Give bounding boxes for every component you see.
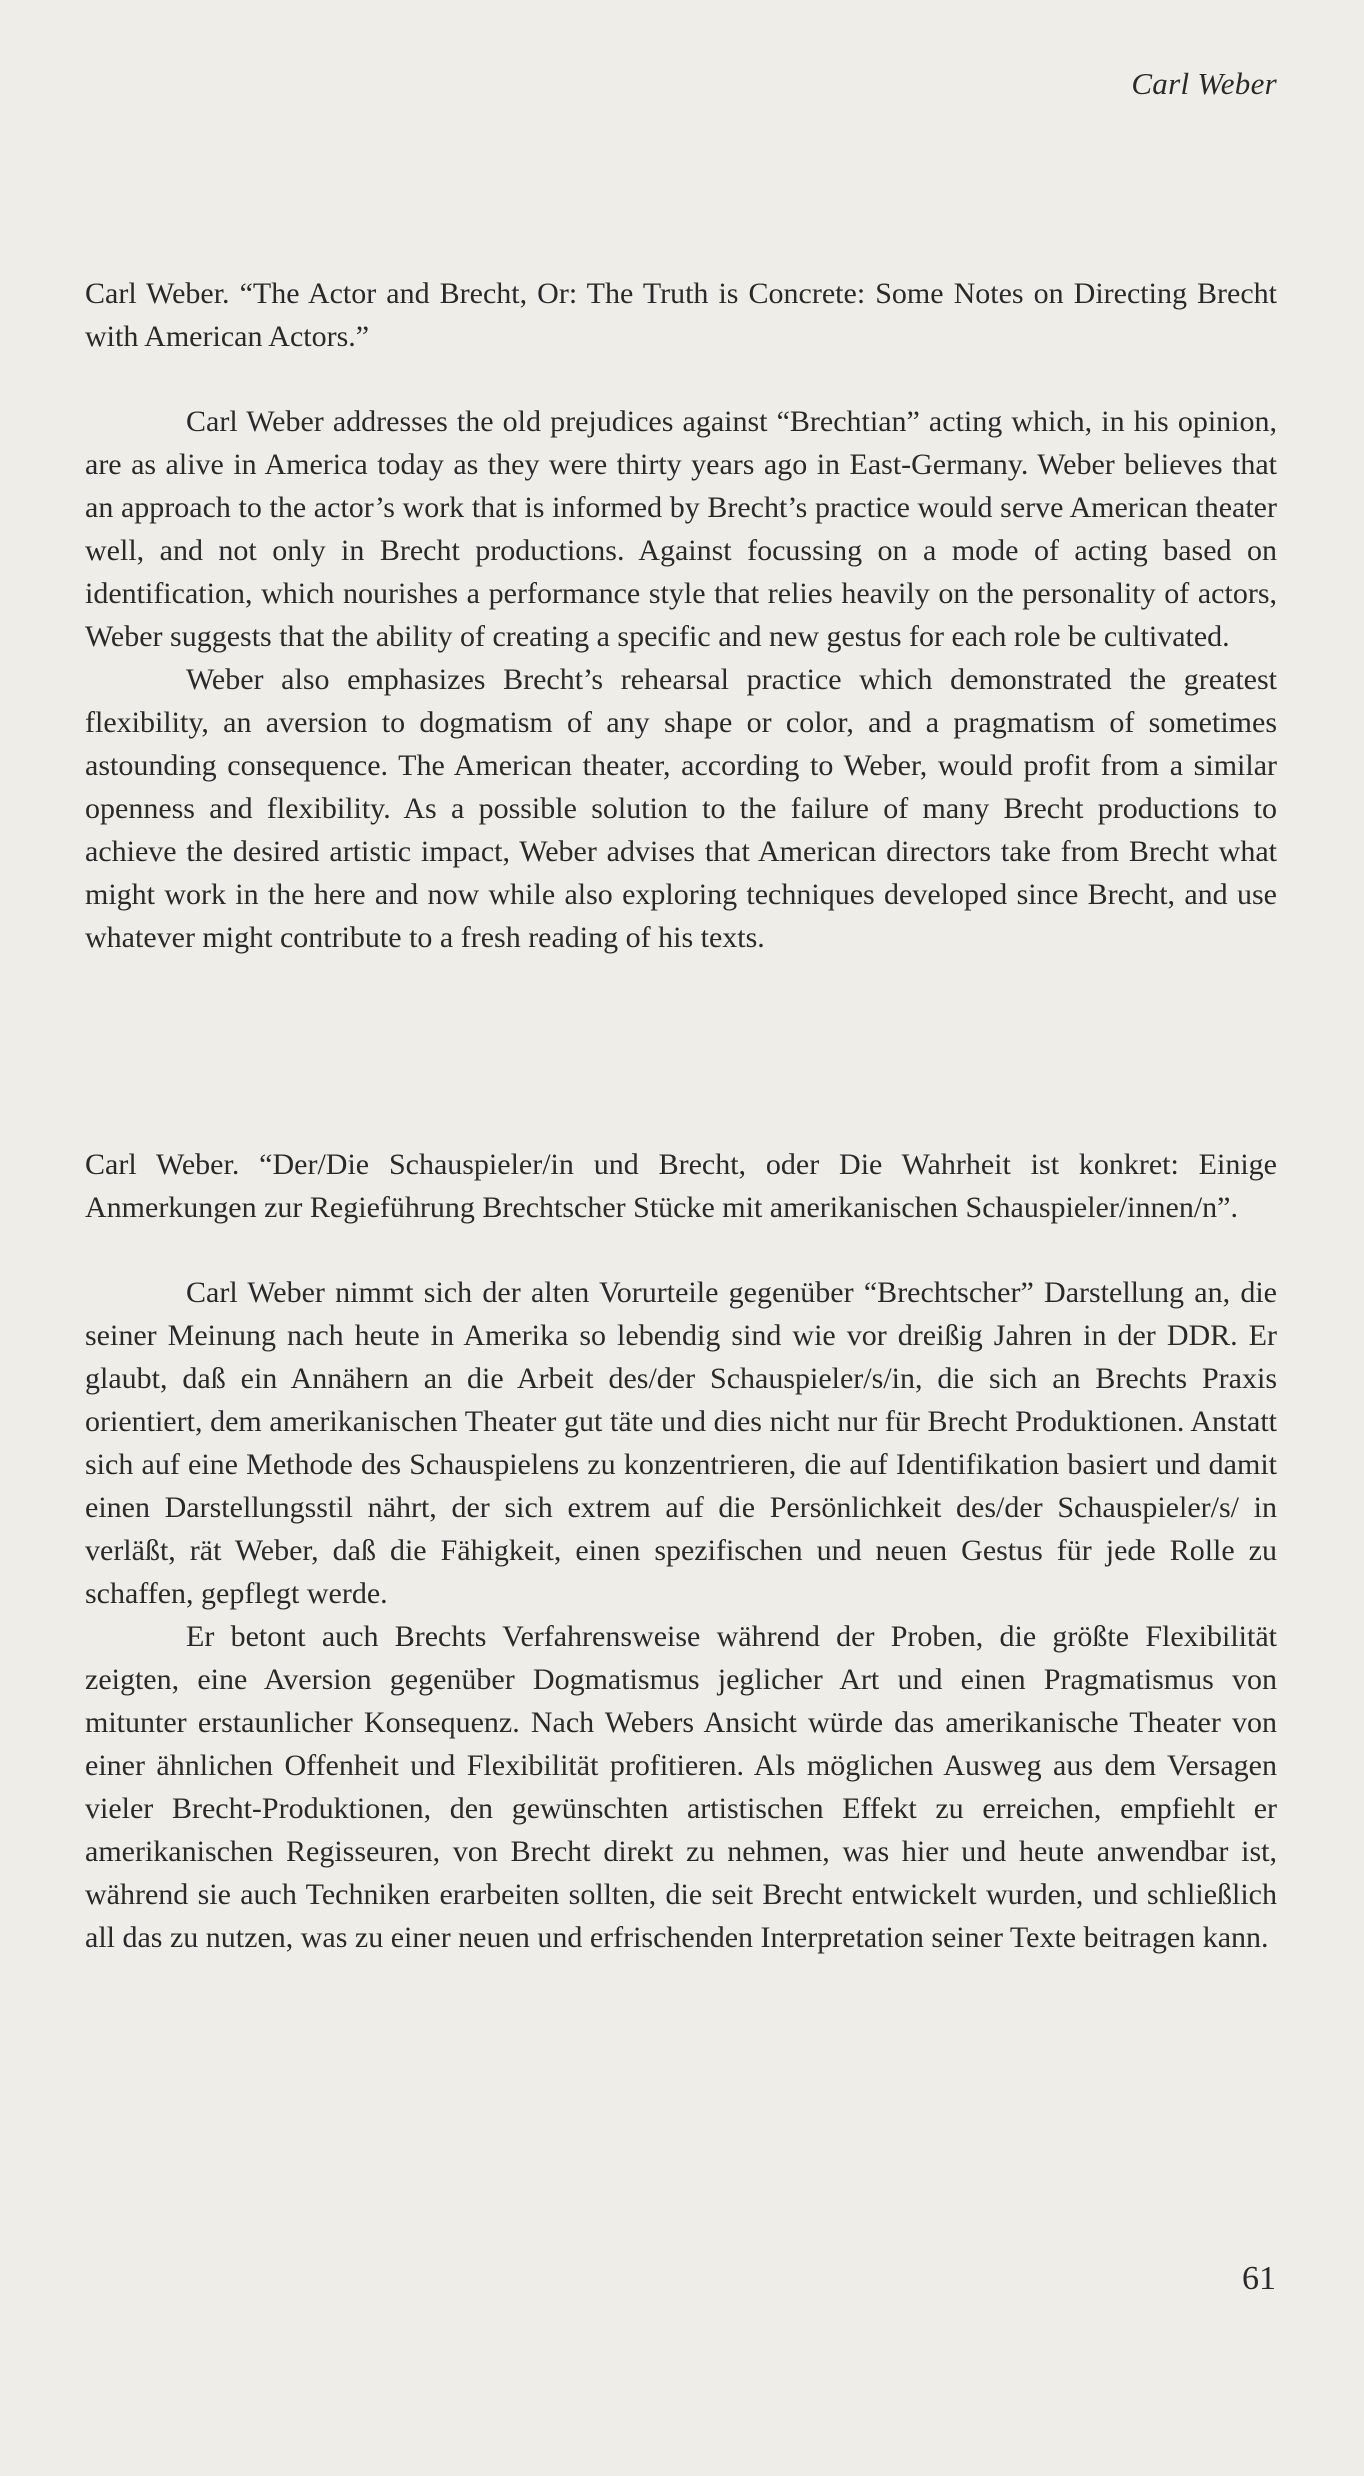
german-summary — [85, 1143, 1277, 1959]
english-paragraph-1: Carl Weber addresses the old prejudices against “Brechtian” acting which, in his opinion, are as alive in America today as they were thirty years ago in East-Germany. Weber believes that an approach to the actor’s work that is informed by Brecht’s practice would serve American theater well, and not only in Brecht productions. Against focussing on a mode of acting based on identification, which nourishes a performance style that relies heavily on the personality of actors, Weber suggests that the ability of creating a specific and new gestus for each role be cultivated. — [85, 405, 1277, 653]
english-citation: Carl Weber. “The Actor and Brecht, Or: The Truth is Concrete: Some Notes on Directing Brecht with American Actors.” — [85, 277, 1277, 353]
english-summary — [85, 272, 1277, 959]
german-paragraph-1: Carl Weber nimmt sich der alten Vorurteile gegenüber “Brechtscher” Darstellung an, die seiner Meinung nach heute in Amerika so lebendig sind wie vor dreißig Jahren in der DDR. Er glaubt, daß ein Annähern an die Arbeit des/der Schauspieler/s/in, die sich an Brechts Praxis orientiert, dem amerikanischen Theater gut täte und dies nicht nur für Brecht Produktionen. Anstatt sich auf eine Methode des Schauspielens zu konzentrieren, die auf Identifikation basiert und damit einen Darstellungsstil nährt, der sich extrem auf die Persönlichkeit des/der Schauspieler/s/ in verläßt, rät Weber, daß die Fähigkeit, einen spezifischen und neuen Gestus für jede Rolle zu schaffen, gepflegt werde. — [85, 1276, 1277, 1610]
page-number: 61 — [1242, 2260, 1276, 2297]
german-paragraph-2: Er betont auch Brechts Verfahrensweise während der Proben, die größte Flexibilität zeigten, eine Aversion gegenüber Dogmatismus jeglicher Art und einen Pragmatismus von mitunter erstaunlicher Konsequenz. Nach Webers Ansicht würde das amerikanische Theater von einer ähnlichen Offenheit und Flexibilität profitieren. Als möglichen Ausweg aus dem Versagen vieler Brecht-Produktionen, den gewünschten artistischen Effekt zu erreichen, empfiehlt er amerikanischen Regisseuren, von Brecht direkt zu nehmen, was hier und heute anwendbar ist, während sie auch Techniken erarbeiten sollten, die seit Brecht entwickelt wurden, und schließlich all das zu nutzen, was zu einer neuen und erfrischenden Interpretation seiner Texte beitragen kann. — [85, 1620, 1277, 1954]
german-citation: Carl Weber. “Der/Die Schauspieler/in und Brecht, oder Die Wahrheit ist konkret: Einige Anmerkungen zur Regieführung Brechtscher Stücke mit amerikanischen Schauspieler/innen/n”. — [85, 1148, 1277, 1224]
english-paragraph-2: Weber also emphasizes Brecht’s rehearsal practice which demonstrated the greatest flexibility, an aversion to dogmatism of any shape or color, and a pragmatism of sometimes astounding consequence. The American theater, according to Weber, would profit from a similar openness and flexibility. As a possible solution to the failure of many Brecht productions to achieve the desired artistic impact, Weber advises that American directors take from Brecht what might work in the here and now while also exploring techniques developed since Brecht, and use whatever might contribute to a fresh reading of his texts. — [85, 663, 1277, 954]
running-head: Carl Weber — [1131, 66, 1277, 101]
